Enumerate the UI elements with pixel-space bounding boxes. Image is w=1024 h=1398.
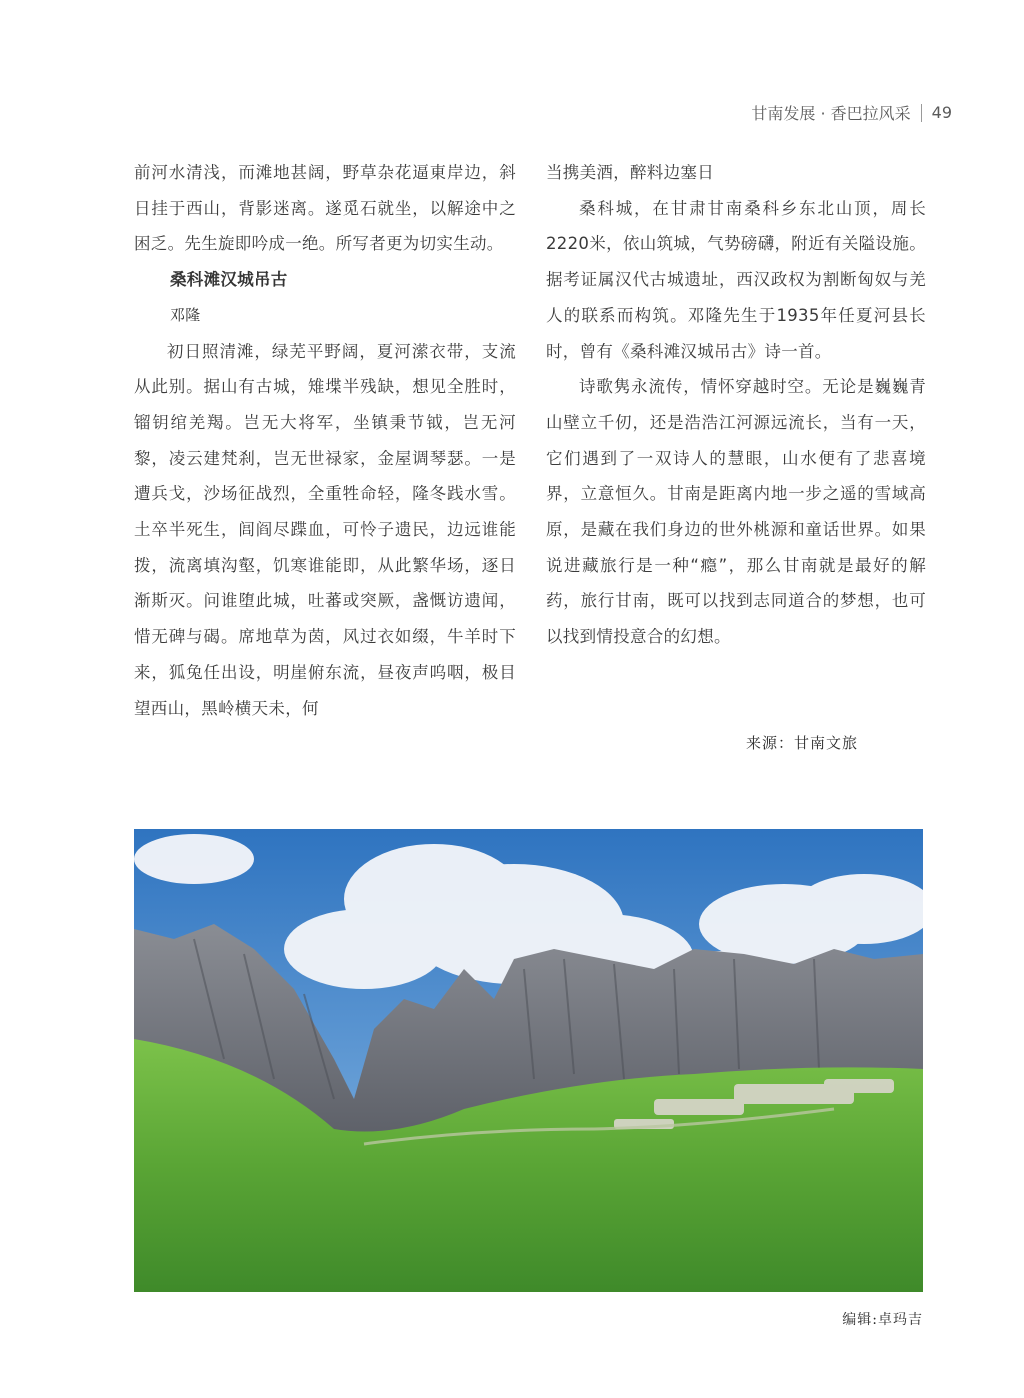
essay-paragraph: 诗歌隽永流传，情怀穿越时空。无论是巍巍青山壁立千仞，还是浩浩江河源远流长，当有一天，它们遇到了一双诗人的慧眼，山水便有了悲喜境界，立意恒久。甘南是距离内地一步之遥的雪域高原，是藏在我们身边的世外桃源和童话世界。如果说进藏旅行是一种“瘾”，那么甘南就是最好的解药，旅行甘南，既可以找到志同道合的梦想，也可以找到情投意合的幻想。 — [546, 377, 926, 647]
intro-paragraph: 前河水清浅，而滩地甚阔，野草杂花逼東岸边，斜日挂于西山，背影迷离。遂觅石就坐，以解途中之困乏。先生旋即吟成一绝。所写者更为切实生动。 — [134, 163, 516, 254]
source-credit: 来源：甘南文旅 — [746, 734, 859, 752]
editor-credit: 编辑:卓玛吉 — [842, 1312, 923, 1328]
page-number: 49 — [931, 103, 952, 122]
history-paragraph: 桑科城，在甘肃甘南桑科乡东北山顶，周长2220米，依山筑城，气势磅礴，附近有关隘设施。据考证属汉代古城遗址，西汉政权为割断匈奴与羌人的联系而构筑。邓隆先生于1935年任夏河县长时，曾有《桑科滩汉城吊古》诗一首。 — [546, 198, 926, 361]
poem-ending: 当携美酒，醉料边塞日 — [546, 163, 714, 182]
poem-body: 初日照清滩，绿芜平野阔，夏河潆衣带，支流从此别。据山有古城，雉堞半残缺，想见全胜时，镏钥绾羌羯。岂无大将军，坐镇秉节钺，岂无河黎，凌云建梵刹，岂无世禄家，金屋调琴瑟。一是遭兵戈，沙场征战烈，全重牲命轻，隆冬践水雪。土卒半死生，闾阎尽蹀血，可怜子遗民，边远谁能拨，流离填沟壑，饥寒谁能即，从此繁华场，逐日渐斯灭。问谁堕此城，吐蕃或突厥，盏慨访遗闻，惜无碑与碣。席地草为茵，风过衣如缀，牛羊时下来，狐兔任出设，明崖俯东流，昼夜声呜咽，极目望西山，黑岭横天未，何 — [134, 341, 516, 718]
poem-title: 桑科滩汉城吊古 — [170, 270, 288, 290]
header-divider — [921, 104, 922, 122]
running-header — [751, 101, 952, 124]
left-column — [134, 155, 516, 726]
section-title: 甘南发展 · 香巴拉风采 — [751, 104, 911, 123]
poem-author: 邓隆 — [170, 305, 201, 324]
right-column — [546, 155, 926, 655]
landscape-photo — [134, 829, 923, 1292]
